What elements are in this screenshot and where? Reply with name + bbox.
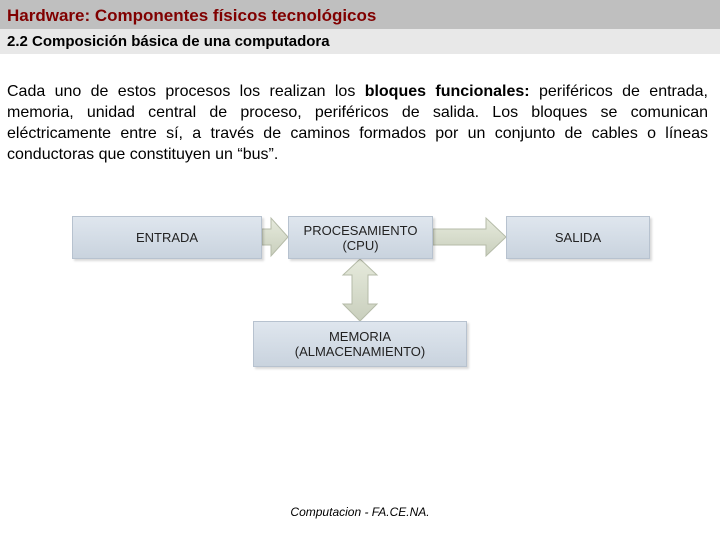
procesamiento-label: PROCESAMIENTO xyxy=(303,222,418,238)
procesamiento-box xyxy=(288,216,433,259)
body-bold-term: bloques funcionales: xyxy=(364,83,530,100)
cpu-label: (CPU) xyxy=(342,237,379,253)
footer-text: Computacion - FA.CE.NA. xyxy=(290,505,430,519)
entrada-box xyxy=(72,216,262,259)
slide-title: Hardware: Componentes físicos tecnológicos xyxy=(7,6,377,25)
salida-box xyxy=(506,216,650,259)
slide-subtitle: 2.2 Composición básica de una computadora xyxy=(7,33,330,50)
memoria-box xyxy=(253,321,467,367)
almacenamiento-label: (ALMACENAMIENTO) xyxy=(294,344,426,359)
arrow-entrada-to-cpu xyxy=(262,218,288,256)
arrow-cpu-memoria xyxy=(343,259,377,321)
memoria-label: MEMORIA xyxy=(328,329,392,344)
entrada-label: ENTRADA xyxy=(135,230,199,245)
body-intro: Cada uno de estos procesos los realizan los xyxy=(7,83,365,100)
arrow-cpu-to-salida xyxy=(433,218,506,256)
body-rest: periféricos de entrada, memoria, unidad central de proceso, periféricos de salida. Los bloques se comunican eléctricamente entre sí, a través de caminos formados por un conjunto de cables o líneas conductoras que constituyen un “bus”. xyxy=(7,83,709,163)
salida-label: SALIDA xyxy=(554,230,602,245)
